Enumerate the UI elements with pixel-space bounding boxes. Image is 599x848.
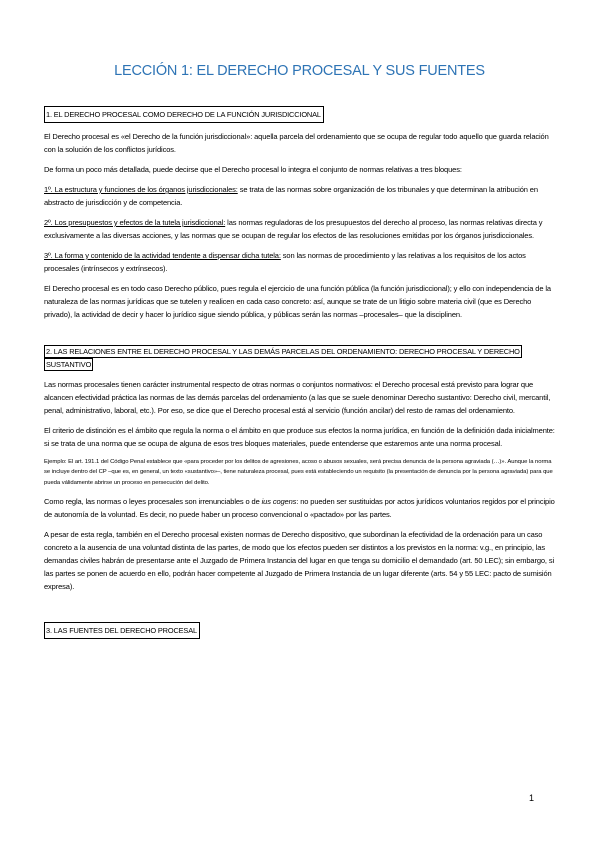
- section-2-paragraph-2: El criterio de distinción es el ámbito que regula la norma o el ámbito en que produce sus efectos la norma jurídica, en función de la definición dada inicialmente: si se trata de una norma que se ocupa de alguna de esos tres bloques materiales, puede entenderse que estaremos ante una norma procesal.: [44, 426, 555, 448]
- page-number: 1: [528, 793, 534, 803]
- p3-after: : no pueden ser sustituidas por actos jurídicos voluntarios regidos por el principio de autonomía de la voluntad. Es decir, no puede haber un proceso convencional o «pactado» por las partes.: [44, 497, 555, 520]
- section-3-heading: 3. LAS FUENTES DEL DERECHO PROCESAL: [44, 622, 200, 639]
- section-2-paragraph-4: A pesar de esta regla, también en el Derecho procesal existen normas de Derecho dispositivo, que subordinan la efectividad de la ordenación para un caso concreto a la ausencia de una voluntad distinta de las partes, de modo que los efectos pueden ser distintos a los previstos en la norma: v.g., en principio, las demandas civiles habrán de presentarse ante el Juzgado de Primera Instancia del lugar en que tenga su domicilio el demandado (art. 50 LEC); sin embargo, si las partes se ponen de acuerdo en ello, podrán hacer competente al Juzgado de Primera Instancia de un lugar diferente (arts. 54 y 55 LEC: pacto de sumisión expresa).: [44, 530, 555, 592]
- section-1-paragraph-2: De forma un poco más detallada, puede decirse que el Derecho procesal lo integra el conjunto de normas relativas a tres bloques:: [44, 165, 462, 174]
- item-1-title: 1º. La estructura y funciones de los órganos jurisdiccionales:: [44, 185, 238, 194]
- p3-before: Como regla, las normas o leyes procesales son irrenunciables o de: [44, 497, 262, 507]
- ius-cogens-term: ius cogens: [261, 497, 297, 507]
- item-2-text: las normas reguladoras de los presupuestos del derecho al proceso, las normas relativas directa y exclusivamente a las diversas acciones, y las normas que se ocupan de regular los efectos de las resoluciones emitidas por los órganos jurisdiccionales.: [44, 218, 543, 240]
- section-2-paragraph-3: [44, 495, 555, 521]
- page-title: LECCIÓN 1: EL DERECHO PROCESAL Y SUS FUENTES: [114, 63, 485, 79]
- section-1-heading: 1. EL DERECHO PROCESAL COMO DERECHO DE LA FUNCIÓN JURISDICCIONAL: [44, 106, 324, 123]
- item-3-text: son las normas de procedimiento y las relativas a los requisitos de los actos procesales (intrínsecos y extrínsecos).: [44, 251, 526, 273]
- section-1-paragraph-1: El Derecho procesal es «el Derecho de la función jurisdiccional»: aquella parcela del ordenamiento que se ocupa de regular todo aquello que guarda relación con la solución de los conflictos jurídicos.: [44, 132, 549, 154]
- section-1-paragraph-3: El Derecho procesal es en todo caso Derecho público, pues regula el ejercicio de una función pública (la función jurisdiccional); y ello con independencia de la naturaleza de las normas jurídicas que se tutelen y realicen en cada caso concreto: así, aunque se trate de un litigio sobre materia civil (que es Derecho privado), la actividad de decir y hacer lo jurídico sigue siendo pública, y públicas serán las normas –procesales– que la disciplinen.: [44, 284, 551, 319]
- section-1-item-3: [44, 249, 555, 275]
- section-2-paragraph-1: Las normas procesales tienen carácter instrumental respecto de otras normas o conjuntos normativos: el Derecho procesal está previsto para lograr que alcancen efectividad práctica las normas de las demás parcelas del ordenamiento (a las que se suele denominar Derecho sustantivo: Derecho civil, mercantil, penal, administrativo, laboral, etc.). Por eso, se dice que el Derecho procesal está al servicio (función ancilar) del resto de ramas del ordenamiento.: [44, 380, 551, 415]
- section-2-heading-wrapper: [44, 345, 555, 371]
- section-2-heading: 2. LAS RELACIONES ENTRE EL DERECHO PROCESAL Y LAS DEMÁS PARCELAS DEL ORDENAMIENTO: DERECHO PROCESAL Y DERECHO SUSTANTIVO: [46, 347, 520, 369]
- section-2-example: Ejemplo: El art. 191.1 del Código Penal establece que «para proceder por los delitos de agresiones, acoso o abusos sexuales, será precisa denuncia de la persona agraviada (…)». Aunque la norma se incluye dentro del CP –que es, en general, un texto «sustantivo»–, tiene naturaleza procesal, pues está estableciendo un requisito (la presentación de denuncia por la persona agraviada) para que pueda válidamente abrirse un proceso en persecución del delito.: [44, 459, 553, 486]
- item-1-text: se trata de las normas sobre organización de los tribunales y que determinan la atribución en abstracto de jurisdicción y de competencia.: [44, 185, 538, 207]
- section-1-item-2: [44, 216, 555, 242]
- document-body: [44, 104, 555, 639]
- item-3-title: 3º. La forma y contenido de la actividad tendente a dispensar dicha tutela:: [44, 251, 281, 260]
- section-1-item-1: [44, 183, 555, 209]
- item-2-title: 2º. Los presupuestos y efectos de la tutela jurisdiccional:: [44, 218, 226, 227]
